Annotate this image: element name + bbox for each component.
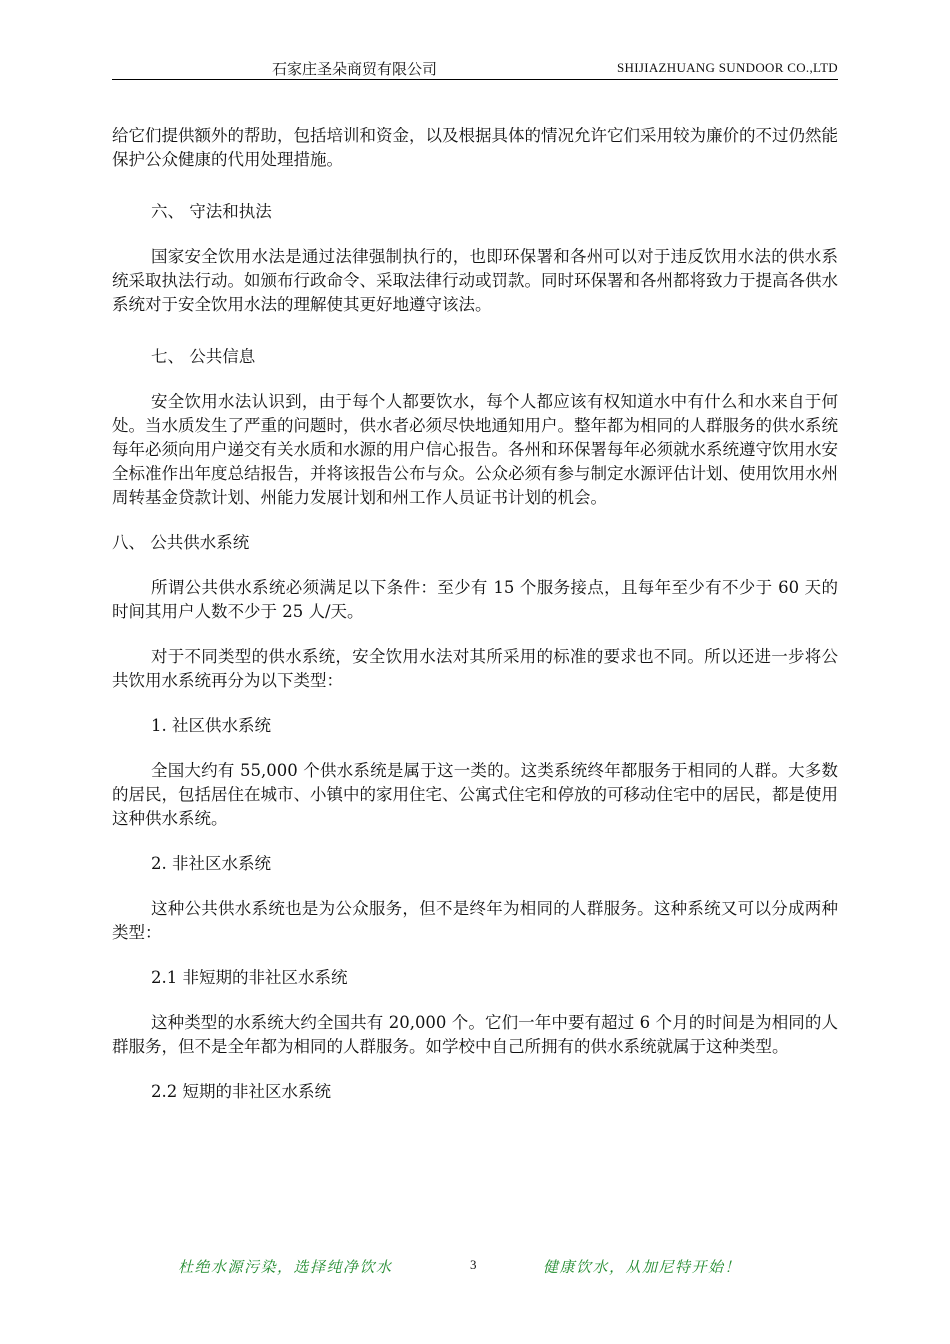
paragraph-public-system-definition: 所谓公共供水系统必须满足以下条件：至少有 15 个服务接点，且每年至少有不少于 60 天的时间其用户人数不少于 25 人/天。 <box>112 578 838 621</box>
subsection-heading-2-2: 2.2 短期的非社区水系统 <box>151 1082 331 1101</box>
section-heading-6: 六、 守法和执法 <box>151 202 272 221</box>
paragraph-community-system: 全国大约有 55,000 个供水系统是属于这一类的。这类系统终年都服务于相同的人群。大多数的居民，包括居住在城市、小镇中的家用住宅、公寓式住宅和停放的可移动住宅中的居民，都是使用这种供水系统。 <box>112 761 838 828</box>
company-name-cn: 石家庄圣朵商贸有限公司 <box>272 60 438 78</box>
footer-slogan-right: 健康饮水，从加尼特开始！ <box>543 1258 742 1276</box>
document-body <box>112 124 838 1104</box>
paragraph-continuation: 给它们提供额外的帮助，包括培训和资金，以及根据具体的情况允许它们采用较为廉价的不过仍然能保护公众健康的代用处理措施。 <box>112 126 838 169</box>
section-heading-8: 八、 公共供水系统 <box>112 533 250 552</box>
subsection-heading-2: 2. 非社区水系统 <box>151 854 271 873</box>
page-footer <box>0 1256 950 1280</box>
company-name-en: SHIJIAZHUANG SUNDOOR CO.,LTD <box>617 60 838 75</box>
paragraph-noncommunity-system: 这种公共供水系统也是为公众服务，但不是终年为相同的人群服务。这种系统又可以分成两种类型： <box>112 899 838 942</box>
footer-slogan-left: 杜绝水源污染，选择纯净饮水 <box>178 1258 393 1276</box>
section-heading-7: 七、 公共信息 <box>151 347 256 366</box>
paragraph-enforcement: 国家安全饮用水法是通过法律强制执行的，也即环保署和各州可以对于违反饮用水法的供水系统采取执法行动。如颁布行政命令、采取法律行动或罚款。同时环保署和各州都将致力于提高各供水系统对于安全饮用水法的理解使其更好地遵守该法。 <box>112 247 838 314</box>
paragraph-nontransient-system: 这种类型的水系统大约全国共有 20,000 个。它们一年中要有超过 6 个月的时间是为相同的人群服务，但不是全年都为相同的人群服务。如学校中自己所拥有的供水系统就属于这种类型。 <box>112 1013 838 1056</box>
page-header <box>112 57 838 80</box>
paragraph-system-types: 对于不同类型的供水系统，安全饮用水法对其所采用的标准的要求也不同。所以还进一步将公共饮用水系统再分为以下类型： <box>112 647 838 690</box>
paragraph-public-info: 安全饮用水法认识到，由于每个人都要饮水，每个人都应该有权知道水中有什么和水来自于何处。当水质发生了严重的问题时，供水者必须尽快地通知用户。整年都为相同的人群服务的供水系统每年必须向用户递交有关水质和水源的用户信心报告。各州和环保署每年必须就水系统遵守饮用水安全标准作出年度总结报告，并将该报告公布与众。公众必须有参与制定水源评估计划、使用饮用水州周转基金贷款计划、州能力发展计划和州工作人员证书计划的机会。 <box>112 392 838 507</box>
subsection-heading-2-1: 2.1 非短期的非社区水系统 <box>151 968 348 987</box>
page-number: 3 <box>470 1257 477 1272</box>
subsection-heading-1: 1. 社区供水系统 <box>151 716 271 735</box>
